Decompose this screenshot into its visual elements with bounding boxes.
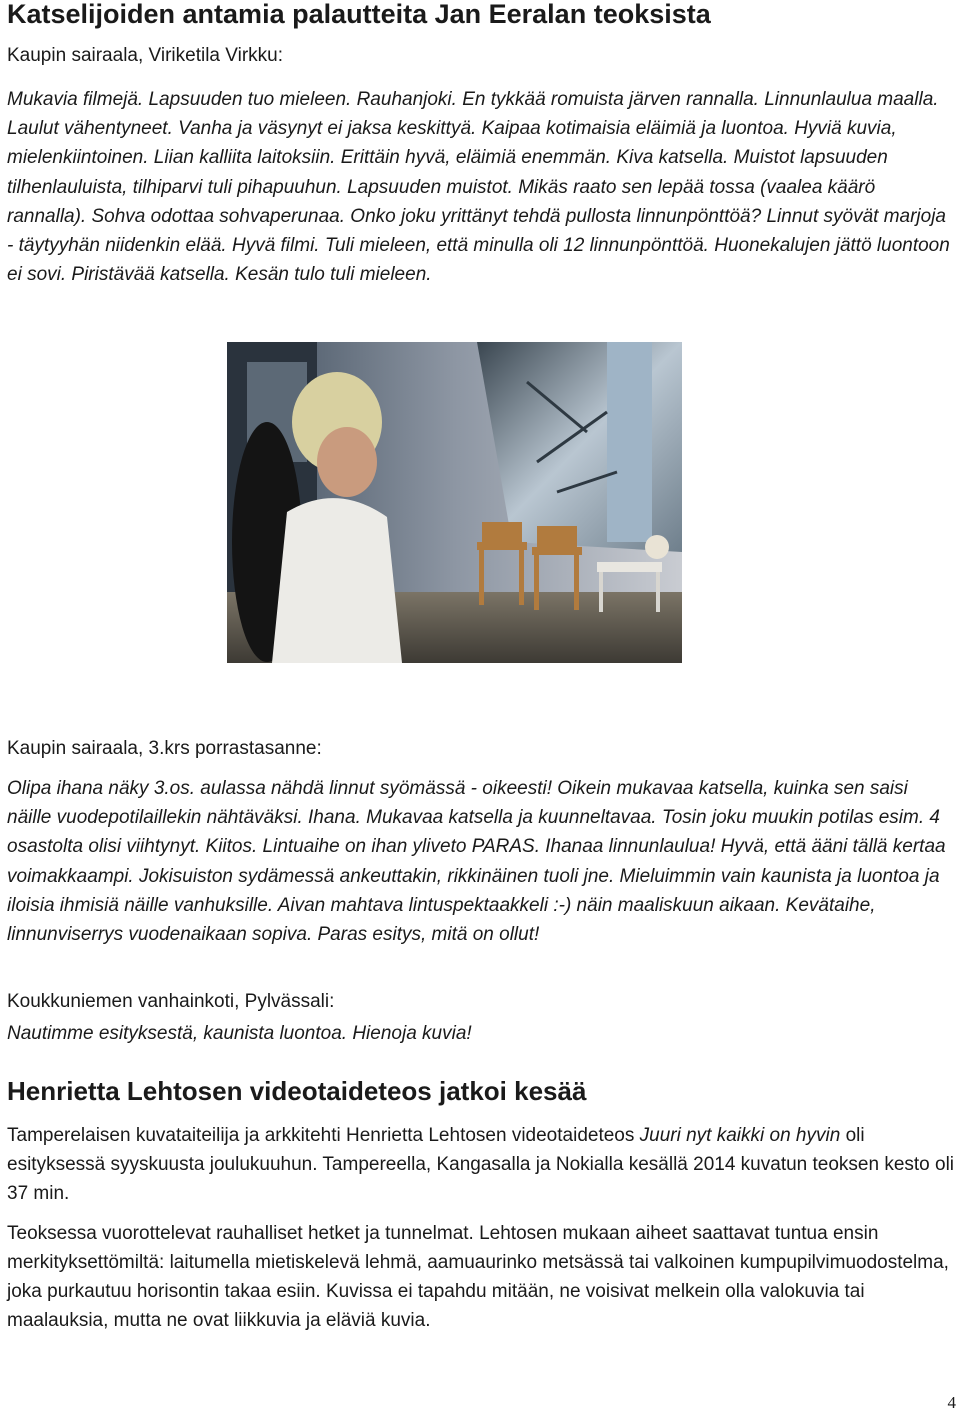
feedback-text-porrastasanne: Olipa ihana näky 3.os. aulassa nähdä linnut syömässä - oikeesti! Oikein mukavaa katsella, kuinka sen saisi näille vuodepotilaillekin nähtäväksi. Ihana. Mukavaa katsella ja kuunneltavaa. Tosin joku muukin potilas esim. 4 osastolta olisi viihtynyt. Kiitos. Lintuaihe on ihan yliveto PARAS. Ihanaa linnunlaulua! Hyvä, että ääni tällä kertaa voimakkaampi. Jokisuiston sydämessä ankeuttakin, rikkinäinen tuoli jne. Mieluimmin vain kaunista ja luontoa ja iloisia ihmisiä näille vanhuksille. Aivan mahtava lintuspektaakkeli :-) näin maaliskuun aikaan. Kevätaihe, linnunviserrys vuodenaikaan sopiva. Paras esitys, mitä on ollut!	[7, 778, 946, 946]
page-number: 4	[947, 1393, 956, 1412]
venue-label-koukkuniemi: Koukkuniemen vanhainkoti, Pylvässali:	[7, 991, 335, 1012]
feedback-text-virkku: Mukavia filmejä. Lapsuuden tuo mieleen. Rauhanjoki. En tykkää romuista järven rannalla. Linnunlaulua maalla. Laulut vähentyneet. Vanha ja väsynyt ei jaksa keskittyä. Kaipaa kotimaisia eläimiä ja luontoa. Hyviä kuvia, mielenkiintoinen. Liian kalliita laitoksiin. Erittäin hyvä, eläimiä enemmän. Kiva katsella. Muistot lapsuuden tilhenlauluista, tilhiparvi tuli pihapuuhun. Lapsuuden muistot. Mikäs raato sen lepää tossa (vaalea käärö rannalla). Sohva odottaa sohvaperunaa. Onko joku yrittänyt tehdä pullosta linnunpönttöä? Linnut syövät marjoja - täytyyhän niidenkin elää. Hyvä filmi. Tuli mieleen, että minulla oli 12 linnunpönttöä. Huonekalujen jättö luontoon ei sovi. Piristävää katsella. Kesän tulo tuli mieleen.	[7, 89, 950, 286]
intro-text-end: oli esityksessä syyskuusta joulukuuhun. Tampereella, Kangasalla ja Nokialla kesällä 2014 kuvatun teoksen kesto oli 37 min.	[7, 1125, 955, 1204]
venue-label-kaupin-virkku: Kaupin sairaala, Viriketila Virkku:	[7, 45, 283, 66]
section-heading-henrietta: Henrietta Lehtosen videotaideteos jatkoi kesää	[7, 1076, 587, 1106]
exhibition-photo	[227, 342, 682, 663]
paragraph-intro	[7, 1121, 955, 1208]
intro-text-start: Tamperelaisen kuvataiteilija ja arkkitehti Henrietta Lehtosen videotaideteos	[7, 1125, 640, 1146]
paragraph-description: Teoksessa vuorottelevat rauhalliset hetket ja tunnelmat. Lehtosen mukaan aiheet saattavat tuntua ensin merkityksettömiltä: laitumella mietiskelevä lehmä, aamuaurinko metsässä tai valkoinen kumpupilvimuodostelma, joka purkautuu horisontin takaa esiin. Kuvissa ei tapahdu mitään, ne voisivat melkein olla valokuvia tai maalauksia, mutta ne ovat liikkuvia ja eläviä kuvia.	[7, 1223, 949, 1331]
feedback-text-koukkuniemi: Nautimme esityksestä, kaunista luontoa. Hienoja kuvia!	[7, 1023, 472, 1044]
venue-label-kaupin-porrastasanne: Kaupin sairaala, 3.krs porrastasanne:	[7, 738, 322, 759]
feedback-heading: Katselijoiden antamia palautteita Jan Eeralan teoksista	[7, 0, 711, 29]
artwork-title: Juuri nyt kaikki on hyvin	[639, 1125, 841, 1146]
